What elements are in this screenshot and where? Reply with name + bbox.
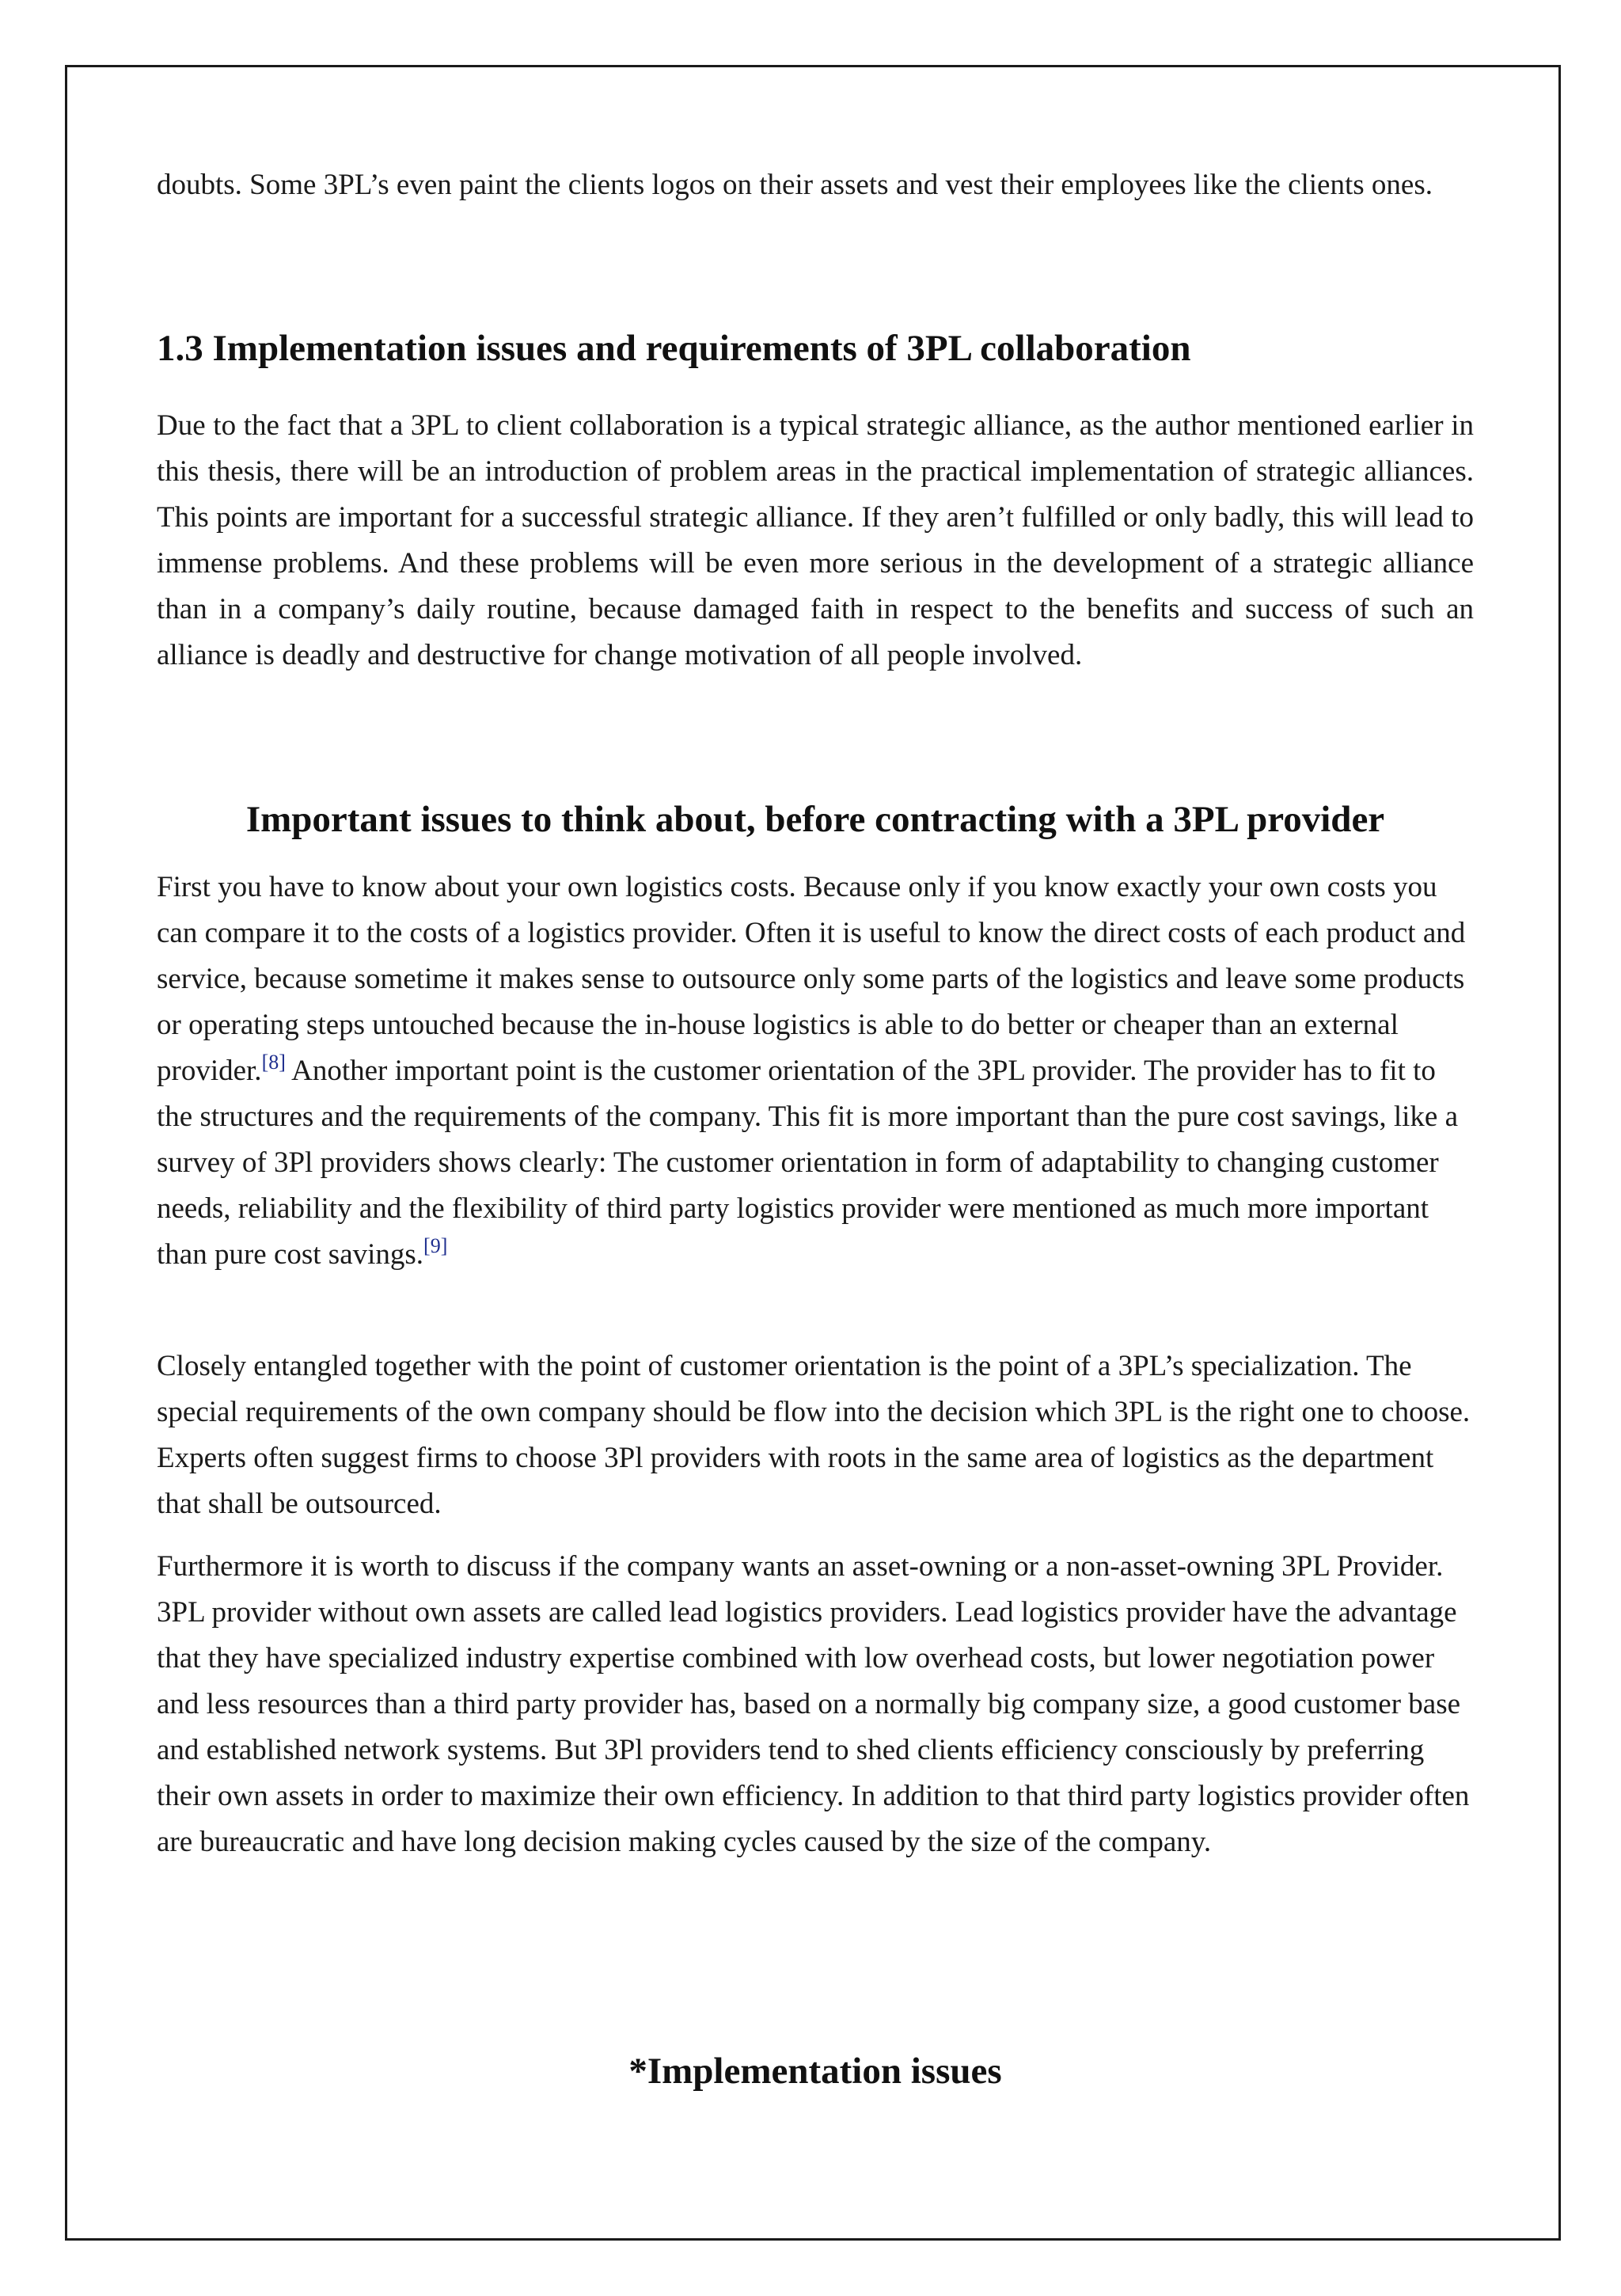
important-issues-paragraph-2: Closely entangled together with the point of customer orientation is the point of a 3PL’s specialization. The special requirements of the own company should be flow into the decision which 3PL is the right one to choose. Experts often suggest firms to choose 3Pl providers with roots in the same area of logistics as the department that shall be outsourced. (157, 1350, 1471, 1520)
section-1-3-paragraph: Due to the fact that a 3PL to client collaboration is a typical strategic alliance, as the author mentioned earlier in this thesis, there will be an introduction of problem areas in the practical implementation of strategic alliances. This points are important for a successful strategic alliance. If they aren’t fulfilled or only badly, this will lead to immense problems. And these problems will be even more serious in the development of a strategic alliance than in a company’s daily routine, because damaged faith in respect to the benefits and success of such an alliance is deadly and destructive for change motivation of all people involved. (157, 409, 1474, 671)
implementation-issues-heading: *Implementation issues (628, 2051, 1002, 2092)
paragraph-1-text-a: First you have to know about your own logistics costs. Because only if you know exactly your own costs you can compare it to the costs of a logistics provider. Often it is useful to know the direct costs of each product and service, because sometime it makes sense to outsource only some parts of the logistics and leave some products or operating steps untouched because the in-house logistics is able to do better or cheaper than an external provider. (157, 871, 1466, 1087)
intro-continuation-paragraph: doubts. Some 3PL’s even paint the clients logos on their assets and vest their employees like the clients ones. (157, 169, 1433, 201)
important-issues-paragraph-1 (157, 865, 1471, 1278)
citation-8-link[interactable]: [8] (261, 1051, 286, 1074)
section-1-3-heading: 1.3 Implementation issues and requirements of 3PL collaboration (157, 328, 1191, 369)
citation-9-link[interactable]: [9] (423, 1234, 448, 1257)
paragraph-1-text-b: Another important point is the customer orientation of the 3PL provider. The provider has to fit to the structures and the requirements of the company. This fit is more important than the pure cost savings, like a survey of 3Pl providers shows clearly: The customer orientation in form of adaptability to changing customer needs, reliability and the flexibility of third party logistics provider were mentioned as much more important than pure cost savings. (157, 1055, 1459, 1271)
important-issues-heading: Important issues to think about, before contracting with a 3PL provider (245, 799, 1385, 840)
important-issues-paragraph-3: Furthermore it is worth to discuss if the company wants an asset-owning or a non-asset-owning 3PL Provider. 3PL provider without own assets are called lead logistics providers. Lead logistics provider have the advantage that they have specialized industry expertise combined with low overhead costs, but lower negotiation power and less resources than a third party provider has, based on a normally big company size, a good customer base and established network systems. But 3Pl providers tend to shed clients efficiency consciously by preferring their own assets in order to maximize their own efficiency. In addition to that third party logistics provider often are bureaucratic and have long decision making cycles caused by the size of the company. (157, 1550, 1470, 1858)
